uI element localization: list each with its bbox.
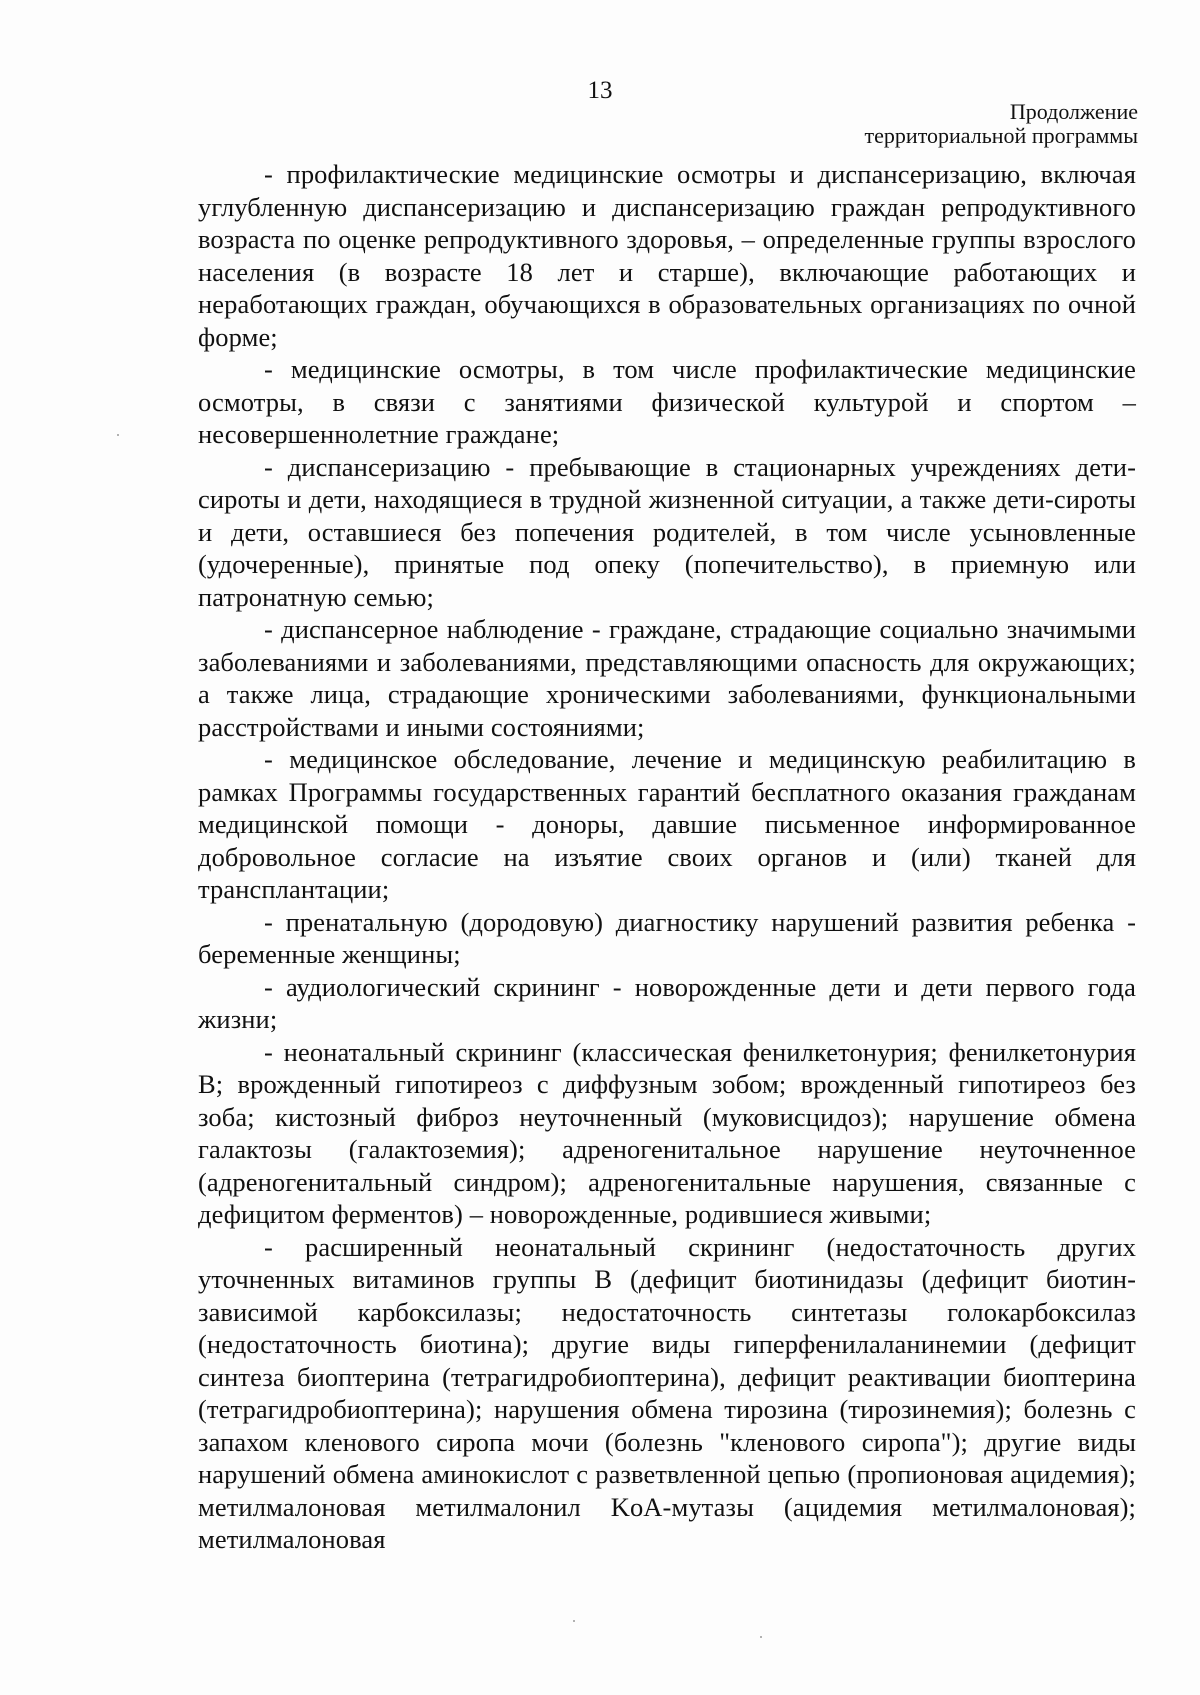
paragraph-preventive-exams: - профилактические медицинские осмотры и диспансеризацию, включая углубленную диспансеризацию и диспансеризацию граждан репродуктивного возраста по оценке репродуктивного здоровья, – определенные группы взрослого населения (в возрасте 18 лет и старше), включающие работающих и неработающих граждан, обучающихся в образовательных организациях по очной форме; xyxy=(198,159,1136,352)
continuation-line-1: Продолжение xyxy=(1009,99,1138,124)
paragraph-prenatal-diagnostics: - пренатальную (дородовую) диагностику нарушений развития ребенка - беременные женщины; xyxy=(198,906,1136,969)
continuation-note xyxy=(865,100,1138,148)
body-text xyxy=(198,158,1136,1556)
continuation-line-2: территориальной программы xyxy=(864,123,1138,148)
paragraph-dispensarization-orphans: - диспансеризацию - пребывающие в стационарных учреждениях дети-сироты и дети, находящиеся в трудной жизненной ситуации, а также дети-сироты и дети, оставшиеся без попечения родителей, в том числе усыновленные (удочеренные), принятые под опеку (попечительство), в приемную или патронатную семью; xyxy=(198,451,1136,612)
scan-speck xyxy=(760,1636,762,1638)
paragraph-extended-neonatal-screening: - расширенный неонатальный скрининг (недостаточность других уточненных витаминов группы B (дефицит биотинидазы (дефицит биотин-зависимой карбоксилазы; недостаточность синтетазы голокарбоксилаз (недостаточность биотина); другие виды гиперфенилаланинемии (дефицит синтеза биоптерина (тетрагидробиоптерина), дефицит реактивации биоптерина (тетрагидробиоптерина); нарушения обмена тирозина (тирозинемия); болезнь с запахом кленового сиропа мочи (болезнь "кленового сиропа"); другие виды нарушений обмена аминокислот с разветвленной цепью (пропионовая ацидемия); метилмалоновая метилмалонил KoA-мутазы (ацидемия метилмалоновая); метилмалоновая xyxy=(198,1231,1136,1554)
scan-speck xyxy=(573,1620,575,1622)
page-number: 13 xyxy=(587,77,613,104)
paragraph-audiological-screening: - аудиологический скрининг - новорожденные дети и дети первого года жизни; xyxy=(198,971,1136,1034)
paragraph-medical-exams-sport: - медицинские осмотры, в том числе профилактические медицинские осмотры, в связи с занятиями физической культурой и спортом – несовершеннолетние граждане; xyxy=(198,354,1136,449)
paragraph-dispensary-observation: - диспансерное наблюдение - граждане, страдающие социально значимыми заболеваниями и заболеваниями, представляющими опасность для окружающих; а также лица, страдающие хроническими заболеваниями, функциональными расстройствами и иными состояниями; xyxy=(198,614,1136,742)
paragraph-donors: - медицинское обследование, лечение и медицинскую реабилитацию в рамках Программы государственных гарантий бесплатного оказания гражданам медицинской помощи - доноры, давшие письменное информированное добровольное согласие на изъятие своих органов и (или) тканей для трансплантации; xyxy=(198,744,1136,904)
scan-speck xyxy=(117,434,119,436)
paragraph-neonatal-screening: - неонатальный скрининг (классическая фенилкетонурия; фенилкетонурия B; врожденный гипотиреоз с диффузным зобом; врожденный гипотиреоз без зоба; кистозный фиброз неуточненный (муковисцидоз); нарушение обмена галактозы (галактоземия); адреногенитальное нарушение неуточненное (адреногенитальный синдром); адреногенитальные нарушения, связанные с дефицитом ферментов) – новорожденные, родившиеся живыми; xyxy=(198,1036,1136,1229)
